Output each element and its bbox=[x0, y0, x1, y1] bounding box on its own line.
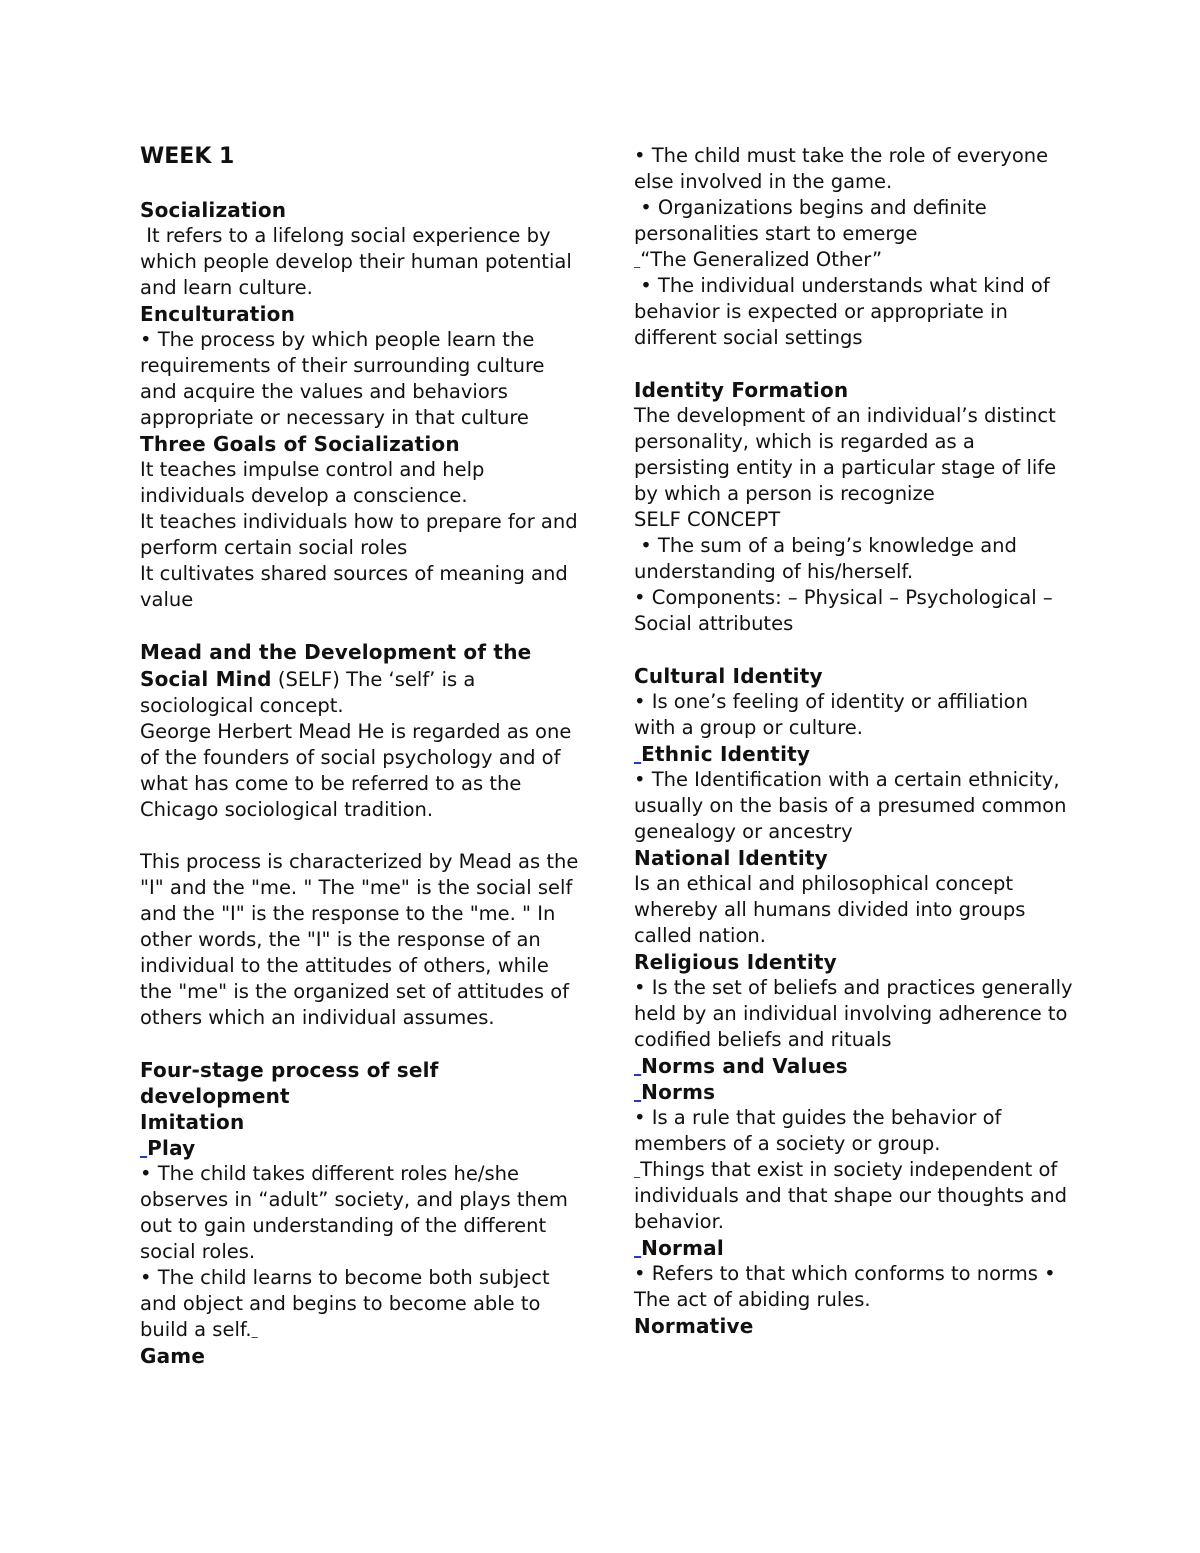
mead-paragraph bbox=[140, 639, 580, 719]
self-concept-heading: SELF CONCEPT bbox=[634, 508, 781, 531]
imitation-heading: Imitation bbox=[140, 1110, 245, 1134]
left-column bbox=[140, 143, 580, 1369]
values-text: Things that exist in society independent of individuals and that shape our thoughts and behavior. bbox=[634, 1158, 1067, 1233]
enculturation-heading: Enculturation bbox=[140, 302, 296, 326]
mead-inline-text: (SELF) The ‘self’ is a sociological concept. bbox=[140, 668, 482, 717]
edit-marker-icon bbox=[252, 1318, 258, 1341]
normal-heading: Normal bbox=[641, 1236, 724, 1260]
religious-text: • Is the set of beliefs and practices generally held by an individual involving adherence to codified beliefs and rituals bbox=[634, 976, 1073, 1051]
goals-heading: Three Goals of Socialization bbox=[140, 432, 460, 456]
play-text-row bbox=[140, 1265, 580, 1343]
play-text: • The child learns to become both subject and object and begins to become able to build a self. bbox=[140, 1266, 550, 1341]
generalized-other: “The Generalized Other” bbox=[640, 248, 883, 271]
game-heading: Game bbox=[140, 1344, 206, 1368]
page-title: WEEK 1 bbox=[140, 144, 235, 169]
game-text: • Organizations begins and definite personalities start to emerge bbox=[634, 196, 993, 245]
identity-heading: Identity Formation bbox=[634, 378, 849, 402]
religious-heading: Religious Identity bbox=[634, 950, 837, 974]
four-stage-heading: Four-stage process of self development bbox=[140, 1058, 439, 1108]
self-concept-text: • Components: – Physical – Psychological – Social attributes bbox=[634, 586, 1053, 635]
mead-text: George Herbert Mead He is regarded as one of the founders of social psychology and of what has come to be referred to as the Chicago sociological tradition. bbox=[140, 720, 572, 821]
goal-item: It teaches impulse control and help individuals develop a conscience. bbox=[140, 458, 485, 507]
norms-values-heading-row bbox=[634, 1053, 1074, 1079]
norms-values-heading: Norms and Values bbox=[641, 1054, 848, 1078]
norms-heading-row bbox=[634, 1079, 1074, 1105]
identity-text: The development of an individual’s distinct personality, which is regarded as a persisting entity in a particular stage of life by which a person is recognize bbox=[634, 404, 1057, 505]
cultural-heading: Cultural Identity bbox=[634, 664, 823, 688]
ethnic-heading: Ethnic Identity bbox=[641, 742, 811, 766]
process-text: This process is characterized by Mead as the "I" and the "me. " The "me" is the social self and the "I" is the response to the "me. " In other words, the "I" is the response of an individual to the attitudes of others, while the "me" is the organized set of attitudes of others which an individual assumes. bbox=[140, 850, 579, 1029]
socialization-heading: Socialization bbox=[140, 198, 287, 222]
cultural-text: • Is one’s feeling of identity or affiliation with a group or culture. bbox=[634, 690, 1028, 739]
mead-heading: Mead and the Development of the Social Mind bbox=[140, 640, 532, 691]
play-text: • The child takes different roles he/she observes in “adult” society, and plays them out to gain understanding of the different social roles. bbox=[140, 1162, 568, 1263]
goal-item: It cultivates shared sources of meaning and value bbox=[140, 562, 568, 611]
self-concept-text: • The sum of a being’s knowledge and understanding of his/herself. bbox=[634, 534, 1024, 583]
goal-item: It teaches individuals how to prepare for and perform certain social roles bbox=[140, 510, 578, 559]
ethnic-heading-row bbox=[634, 741, 1074, 767]
socialization-text: It refers to a lifelong social experience by which people develop their human potential and learn culture. bbox=[140, 224, 578, 299]
enculturation-text: • The process by which people learn the requirements of their surrounding culture and acquire the values and behaviors appropriate or necessary in that culture bbox=[140, 328, 545, 429]
game-text: • The child must take the role of everyone else involved in the game. bbox=[634, 144, 1049, 193]
normal-text: • Refers to that which conforms to norms • The act of abiding rules. bbox=[634, 1262, 1056, 1311]
norms-heading: Norms bbox=[641, 1080, 716, 1104]
norms-text: • Is a rule that guides the behavior of members of a society or group. bbox=[634, 1106, 1002, 1155]
national-text: Is an ethical and philosophical concept whereby all humans divided into groups called nation. bbox=[634, 872, 1026, 947]
values-text-row bbox=[634, 1157, 1074, 1235]
normal-heading-row bbox=[634, 1235, 1074, 1261]
national-heading: National Identity bbox=[634, 846, 828, 870]
normative-heading: Normative bbox=[634, 1314, 754, 1338]
ethnic-text: • The Identification with a certain ethnicity, usually on the basis of a presumed common genealogy or ancestry bbox=[634, 768, 1067, 843]
generalized-other-row bbox=[634, 247, 1074, 273]
generalized-text: • The individual understands what kind of behavior is expected or appropriate in different social settings bbox=[634, 274, 1056, 349]
right-column bbox=[634, 143, 1074, 1339]
play-heading: Play bbox=[147, 1136, 196, 1160]
play-heading-row bbox=[140, 1135, 580, 1161]
